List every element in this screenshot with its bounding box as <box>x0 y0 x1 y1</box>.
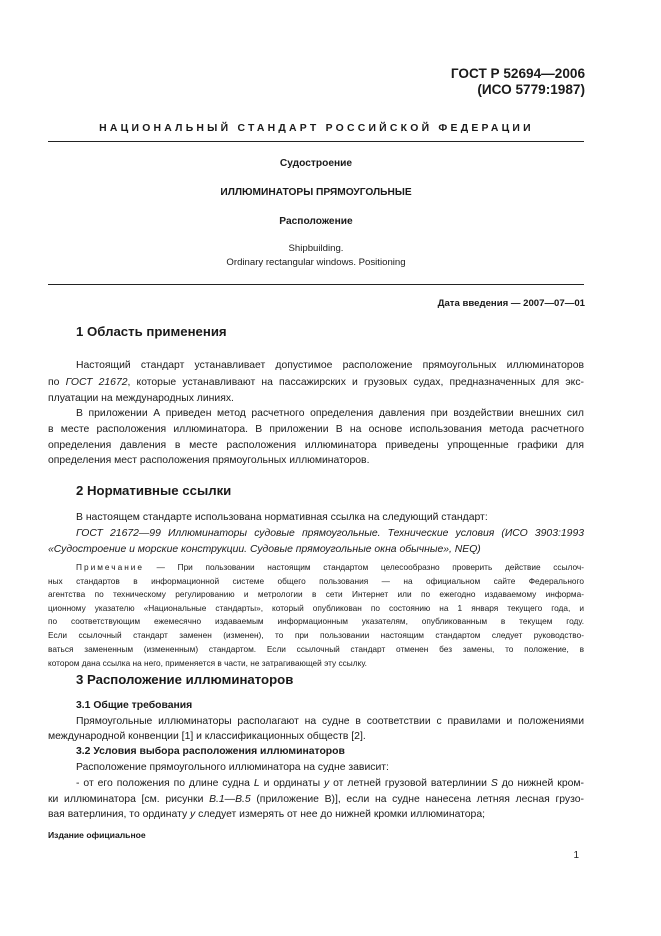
note-line: котором дана ссылка на него, применяется в части, не затрагивающей эту ссылку. <box>48 658 367 668</box>
note-line: ных стандартов в информационной системе общего пользования — на официальном сайте Федерального <box>48 576 584 586</box>
official-edition-label: Издание официальное <box>48 830 146 840</box>
section-2-heading: 2 Нормативные ссылки <box>76 483 232 498</box>
title-sub: Расположение <box>279 216 353 227</box>
title-english-1: Shipbuilding. <box>288 243 344 254</box>
note-line: ваться замененным (измененным) стандартом. Если ссылочный стандарт отменен без замены, то положение, в <box>48 644 584 654</box>
title-main: ИЛЛЮМИНАТОРЫ ПРЯМОУГОЛЬНЫЕ <box>220 187 412 198</box>
section-3-text-line: Прямоугольные иллюминаторы располагают на судне в соответствии с правилами и положениями <box>76 716 584 727</box>
note-line: агентства по техническому регулированию и метрологии в сети Интернет или по ежегодно издаваемому информа- <box>48 589 584 599</box>
normative-reference-line: «Судостроение и морские конструкции. Судовые прямоугольные окна обычные», NEQ) <box>48 544 481 555</box>
note-line: ционному указателю «Национальные стандарты», который опубликован по состоянию на 1 января текущего года, и <box>48 603 584 613</box>
section-1-text-line: по ГОСТ 21672, которые устанавливают на пассажирских и грузовых судах, предназначенных для экс- <box>48 377 584 388</box>
normative-reference-line: ГОСТ 21672—99 Иллюминаторы судовые прямоугольные. Технические условия (ИСО 3903:1993 <box>76 528 584 539</box>
top-divider <box>48 141 584 142</box>
effective-date: Дата введения — 2007—07—01 <box>437 298 585 309</box>
section-1-heading: 1 Область применения <box>76 324 227 339</box>
subsection-3-2-heading: 3.2 Условия выбора расположения иллюминаторов <box>76 746 345 757</box>
standard-code <box>451 66 585 98</box>
title-divider <box>48 284 584 285</box>
section-1-text-line: определения давления в месте расположения иллюминатора приведены упрощенные графики для <box>48 440 584 451</box>
subsection-3-1-heading: 3.1 Общие требования <box>76 700 193 711</box>
section-2-text-line: В настоящем стандарте использована нормативная ссылка на следующий стандарт: <box>76 512 488 523</box>
page-number: 1 <box>573 850 579 861</box>
note-label: Примечание <box>76 562 145 572</box>
national-standard-banner: НАЦИОНАЛЬНЫЙ СТАНДАРТ РОССИЙСКОЙ ФЕДЕРАЦИИ <box>99 123 534 134</box>
section-1-text-line: В приложении А приведен метод расчетного определения давления при воздействии внешних сил <box>76 408 584 419</box>
section-3-text-line: вая ватерлиния, то ординату y следует измерять от нее до нижней кромки иллюминатора; <box>48 809 486 820</box>
title-field: Судостроение <box>279 158 353 169</box>
gost-reference: ГОСТ 21672 <box>65 377 128 388</box>
section-3-text-line: ки иллюминатора [см. рисунки В.1—В.5 (приложение В)], если на судне нанесена летняя лесная грузо- <box>48 794 584 805</box>
note-line: Если ссылочный стандарт заменен (изменен), то при пользовании настоящим стандартом следует руководство- <box>48 630 584 640</box>
section-1-text-line: Настоящий стандарт устанавливает допустимое расположение прямоугольных иллюминаторов <box>76 360 584 371</box>
section-3-heading: 3 Расположение иллюминаторов <box>76 672 294 687</box>
section-3-text-line: - от его положения по длине судна L и ординаты y от летней грузовой ватерлинии S до нижней кром- <box>76 778 584 789</box>
section-3-text-line: Расположение прямоугольного иллюминатора на судне зависит: <box>76 762 389 773</box>
note-line: по соответствующим ежемесячно издаваемым информационным указателям, опубликованным в текущем году. <box>48 616 584 626</box>
standard-code-gost: ГОСТ Р 52694—2006 <box>450 66 585 81</box>
title-english-2: Ordinary rectangular windows. Positioning <box>226 257 406 268</box>
section-1-text-line: определения мест расположения прямоугольных иллюминаторов. <box>48 455 370 466</box>
note-line: Примечание — При пользовании настоящим стандартом целесообразно проверить действие ссылоч- <box>76 562 584 572</box>
section-3-text-line: международной конвенции [1] и классификационных обществ [2]. <box>48 731 366 742</box>
section-1-text-line: в месте расположения иллюминатора. В приложении В на основе использования метода расчетного <box>48 424 584 435</box>
section-1-text-line: плуатации на международных линиях. <box>48 393 234 404</box>
standard-code-iso: (ИСО 5779:1987) <box>477 82 585 97</box>
